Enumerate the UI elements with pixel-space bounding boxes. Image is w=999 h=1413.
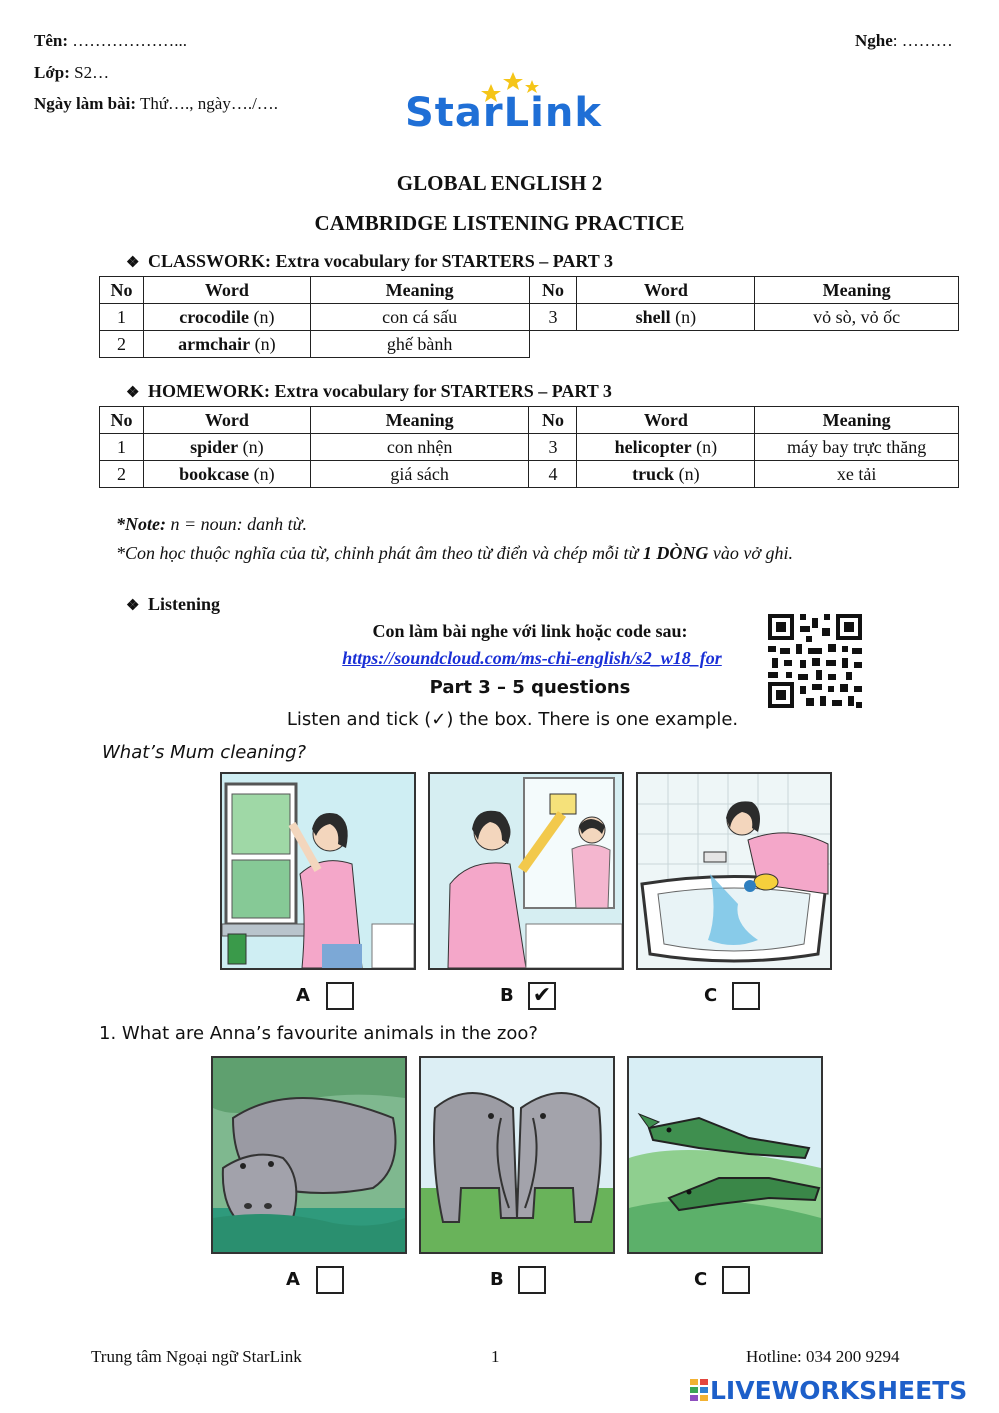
row-word — [143, 331, 310, 358]
class-line — [34, 63, 109, 83]
header-no: No — [529, 407, 577, 434]
q1-checkbox-b[interactable] — [518, 1266, 546, 1294]
date-label: Ngày làm bài: — [34, 94, 136, 113]
table-header-row — [100, 277, 959, 304]
classwork-heading-text: CLASSWORK: Extra vocabulary for STARTERS – PART 3 — [148, 251, 613, 271]
note-study-tail: vào vở ghi. — [708, 543, 793, 563]
class-value: S2… — [69, 63, 110, 82]
word-pos: (n) — [250, 333, 276, 354]
name-value[interactable]: ………………... — [68, 31, 187, 50]
page-number: 1 — [491, 1347, 500, 1366]
word-pos: (n) — [670, 306, 697, 327]
picture-cleaning-mirror — [428, 772, 624, 970]
liveworksheets-brand[interactable] — [690, 1376, 990, 1406]
homework-heading-text: HOMEWORK: Extra vocabulary for STARTERS – PART 3 — [148, 381, 612, 401]
empty-cell — [577, 331, 755, 358]
header-meaning: Meaning — [755, 277, 959, 304]
row-no: 2 — [100, 461, 144, 488]
row-meaning: máy bay trực thăng — [755, 434, 959, 461]
qr-code-icon — [766, 612, 864, 710]
cleaning-bath-illustration — [638, 774, 830, 968]
header-no: No — [529, 277, 577, 304]
starlink-logo — [405, 70, 620, 140]
hippo-illustration — [213, 1058, 405, 1252]
header-word: Word — [577, 407, 755, 434]
example-checkbox-a[interactable] — [326, 982, 354, 1010]
tick-instruction: Listen and tick (✓) the box. There is one example. — [286, 709, 739, 730]
listening-heading — [126, 594, 220, 615]
note-study-text: *Con học thuộc nghĩa của từ, chỉnh phát âm theo từ điển và chép mỗi từ — [116, 543, 643, 563]
note-label: *Note: — [116, 514, 166, 534]
picture-cleaning-window — [220, 772, 416, 970]
class-label: Lớp: — [34, 63, 70, 82]
q1-option-b-label: B — [490, 1269, 504, 1290]
empty-cell — [755, 331, 959, 358]
example-option-b-label: B — [500, 985, 514, 1006]
table-header-row — [100, 407, 959, 434]
table-row — [100, 331, 959, 358]
picture-cleaning-bath — [636, 772, 832, 970]
picture-crocodiles — [627, 1056, 823, 1254]
header-meaning: Meaning — [310, 407, 529, 434]
word-text: spider — [190, 436, 239, 457]
table-row — [100, 304, 959, 331]
row-meaning: ghế bành — [310, 331, 529, 358]
cleaning-window-illustration — [222, 774, 414, 968]
word-pos: (n) — [691, 436, 718, 457]
note-study-bold: 1 DÒNG — [642, 543, 709, 563]
logo-text: StarLink — [405, 90, 602, 136]
row-no: 1 — [100, 434, 144, 461]
example-checkbox-b[interactable]: ✔ — [528, 982, 556, 1010]
name-label: Tên: — [34, 31, 68, 50]
note-noun — [116, 514, 307, 535]
footer-center-name: Trung tâm Ngoại ngữ StarLink — [91, 1347, 302, 1366]
row-word — [143, 434, 310, 461]
q1-option-a-label: A — [286, 1269, 300, 1290]
row-meaning: giá sách — [310, 461, 529, 488]
picture-hippo — [211, 1056, 407, 1254]
header-no: No — [100, 277, 144, 304]
row-word — [143, 461, 310, 488]
table-row — [100, 461, 959, 488]
example-option-a-label: A — [296, 985, 310, 1006]
question-1: 1. What are Anna’s favourite animals in the zoo? — [99, 1023, 538, 1044]
row-word — [143, 304, 310, 331]
q1-checkbox-c[interactable] — [722, 1266, 750, 1294]
word-pos: (n) — [674, 463, 700, 484]
header-word: Word — [577, 277, 755, 304]
row-no: 3 — [529, 434, 577, 461]
elephants-illustration — [421, 1058, 613, 1252]
picture-elephants — [419, 1056, 615, 1254]
table-row — [100, 434, 959, 461]
row-word — [577, 434, 755, 461]
word-text: bookcase — [179, 463, 250, 484]
row-no: 1 — [100, 304, 144, 331]
row-no: 4 — [529, 461, 577, 488]
classwork-table — [99, 276, 959, 358]
word-text: truck — [632, 463, 675, 484]
soundcloud-link[interactable]: https://soundcloud.com/ms-chi-english/s2_w18_for — [342, 648, 722, 668]
row-no: 2 — [100, 331, 144, 358]
date-line — [34, 94, 278, 114]
date-value[interactable]: Thứ…., ngày…./…. — [136, 94, 279, 113]
row-meaning: xe tải — [755, 461, 959, 488]
example-option-c-label: C — [704, 985, 718, 1006]
listening-link-wrap — [290, 648, 774, 669]
note-text: n = noun: danh từ. — [165, 514, 307, 534]
example-question: What’s Mum cleaning? — [102, 742, 307, 763]
diamond-bullet-icon: ❖ — [126, 598, 140, 614]
cleaning-mirror-illustration — [430, 774, 622, 968]
word-text: armchair — [178, 333, 251, 354]
row-word — [577, 461, 755, 488]
row-meaning: con cá sấu — [310, 304, 529, 331]
crocodiles-illustration — [629, 1058, 821, 1252]
word-text: crocodile — [179, 306, 249, 327]
homework-table — [99, 406, 959, 488]
note-study — [116, 543, 793, 564]
classwork-heading — [126, 251, 613, 272]
header-word: Word — [143, 407, 310, 434]
row-meaning: vỏ sò, vỏ ốc — [755, 304, 959, 331]
row-word — [577, 304, 755, 331]
word-text: shell — [635, 306, 671, 327]
word-pos: (n) — [238, 436, 264, 457]
word-text: helicopter — [614, 436, 692, 457]
part-label: Part 3 – 5 questions — [429, 677, 631, 698]
header-word: Word — [143, 277, 310, 304]
row-meaning: con nhện — [310, 434, 529, 461]
listening-heading-text: Listening — [148, 594, 221, 614]
word-pos: (n) — [249, 463, 275, 484]
title-line-2: CAMBRIDGE LISTENING PRACTICE — [314, 211, 685, 235]
q1-option-c-label: C — [694, 1269, 708, 1290]
footer-hotline: Hotline: 034 200 9294 — [746, 1347, 900, 1366]
diamond-bullet-icon: ❖ — [126, 385, 140, 401]
header-no: No — [100, 407, 144, 434]
liveworksheets-logo-icon — [690, 1379, 708, 1401]
diamond-bullet-icon: ❖ — [126, 255, 140, 271]
row-no: 3 — [529, 304, 577, 331]
homework-heading — [126, 381, 612, 402]
empty-cell — [529, 331, 577, 358]
title-line-1: GLOBAL ENGLISH 2 — [396, 171, 603, 195]
listening-instruction: Con làm bài nghe với link hoặc code sau: — [372, 621, 688, 641]
liveworksheets-text: LIVEWORKSHEETS — [710, 1376, 968, 1405]
listen-label: Nghe — [855, 31, 893, 50]
example-checkbox-c[interactable] — [732, 982, 760, 1010]
q1-checkbox-a[interactable] — [316, 1266, 344, 1294]
listen-value[interactable]: : ……… — [892, 31, 953, 50]
header-meaning: Meaning — [755, 407, 959, 434]
listen-score-line — [855, 31, 953, 51]
name-line — [34, 31, 187, 51]
qr-code[interactable] — [766, 612, 864, 710]
header-meaning: Meaning — [310, 277, 529, 304]
word-pos: (n) — [248, 306, 275, 327]
